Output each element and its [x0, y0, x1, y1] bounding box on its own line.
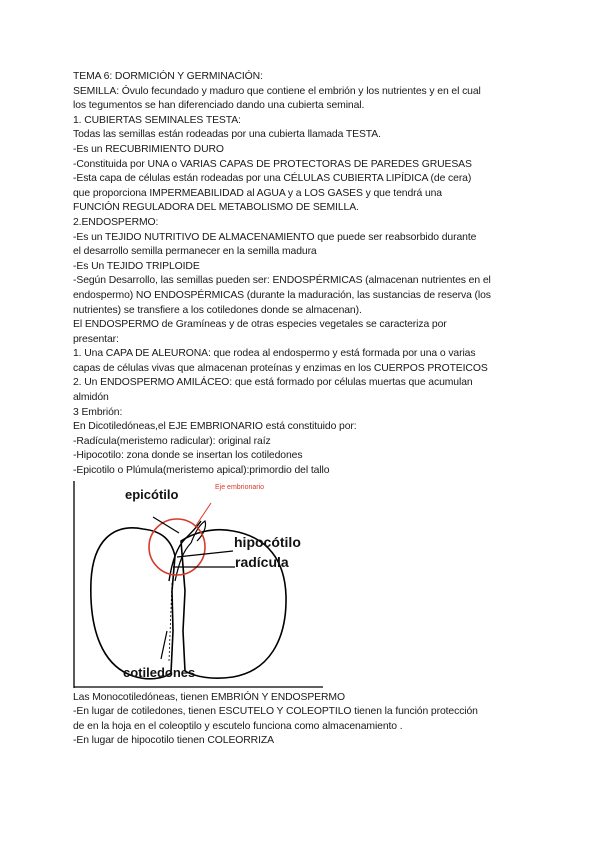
label-hipocotilo: hipocótilo	[234, 533, 301, 550]
text-line: -Según Desarrollo, las semillas pueden ser: ENDOSPÉRMICAS (almacenan nutrientes en el	[73, 275, 491, 287]
text-line: SEMILLA: Óvulo fecundado y maduro que contiene el embrión y los nutrientes y en el cual	[73, 85, 481, 97]
text-line: -Hipocotilo: zona donde se insertan los cotiledones	[73, 450, 303, 462]
text-line: -Radícula(meristemo radicular): original raíz	[73, 435, 271, 447]
text-line: nutrientes) se transfiere a los cotiledones donde se almacenan).	[73, 304, 362, 316]
text-line: -En lugar de cotiledones, tienen ESCUTELO Y COLEOPTILO tienen la función protección	[73, 706, 478, 718]
text-line: el desarrollo semilla permanecer en la semilla madura	[73, 246, 317, 258]
seed-diagram	[73, 481, 325, 688]
text-line: que proporciona IMPERMEABILIDAD al AGUA y a LOS GASES y que tendrá una	[73, 187, 442, 199]
text-line: presentar:	[73, 333, 119, 345]
text-line: -Es un TEJIDO NUTRITIVO DE ALMACENAMIENTO que puede ser reabsorbido durante	[73, 231, 477, 243]
right-cotyledon-outline	[181, 529, 286, 677]
seed-diagram-drawing	[73, 481, 325, 688]
text-line: 2. Un ENDOSPERMO AMILÁCEO: que está formado por células muertas que acumulan	[73, 377, 473, 389]
text-line: 1. Una CAPA DE ALEURONA: que rodea al endospermo y está formada por una o varias	[73, 348, 476, 360]
text-line: TEMA 6: DORMICIÓN Y GERMINACIÓN:	[73, 71, 263, 82]
text-line: almidón	[73, 392, 109, 404]
text-line: FUNCIÓN REGULADORA DEL METABOLISMO DE SEMILLA.	[73, 202, 359, 214]
text-line: -Es Un TEJIDO TRIPLOIDE	[73, 260, 200, 272]
label-radicula: radícula	[235, 553, 289, 570]
text-line: capas de células vivas que almacenan proteínas y enzimas en los CUERPOS PROTEICOS	[73, 362, 488, 374]
text-line: 1. CUBIERTAS SEMINALES TESTA:	[73, 114, 241, 126]
text-line: Todas las semillas están rodeadas por una cubierta llamada TESTA.	[73, 129, 381, 141]
text-line: los tegumentos se han diferenciado dando una cubierta seminal.	[73, 100, 365, 112]
text-line: -Constituida por UNA o VARIAS CAPAS DE PROTECTORAS DE PAREDES GRUESAS	[73, 158, 472, 170]
text-block-before-figure	[73, 70, 535, 479]
document-page	[73, 70, 535, 749]
text-line: El ENDOSPERMO de Gramíneas y de otras especies vegetales se caracteriza por	[73, 319, 447, 331]
text-line: Las Monocotiledóneas, tienen EMBRIÓN Y ENDOSPERMO	[73, 691, 345, 703]
label-cotiledones: cotiledones	[123, 664, 196, 680]
text-line: En Dicotiledóneas,el EJE EMBRIONARIO está constituido por:	[73, 421, 357, 433]
text-line: -Epicotilo o Plúmula(meristemo apical):primordio del tallo	[73, 465, 330, 477]
text-line: 2.ENDOSPERMO:	[73, 216, 159, 228]
text-line: -Es un RECUBRIMIENTO DURO	[73, 143, 224, 155]
cotiledones-leader	[161, 631, 167, 659]
label-epicotilo: epicótilo	[125, 486, 179, 502]
left-cotyledon-outline	[91, 527, 175, 678]
text-block-after-figure	[73, 691, 535, 749]
text-line: -En lugar de hipocotilo tienen COLEORRIZA	[73, 735, 274, 747]
text-line: -Esta capa de células están rodeadas por una CÉLULAS CUBIERTA LIPÍDICA (de cera)	[73, 173, 472, 185]
label-eje-embrionario: Eje embrionario	[215, 483, 265, 491]
text-line: de en la hoja en el coleoptilo y escutelo funciona como almacenamiento .	[73, 720, 403, 732]
text-line: endospermo) NO ENDOSPÉRMICAS (durante la maduración, las sustancias de reserva (los	[73, 289, 491, 301]
text-line: 3 Embrión:	[73, 406, 123, 418]
